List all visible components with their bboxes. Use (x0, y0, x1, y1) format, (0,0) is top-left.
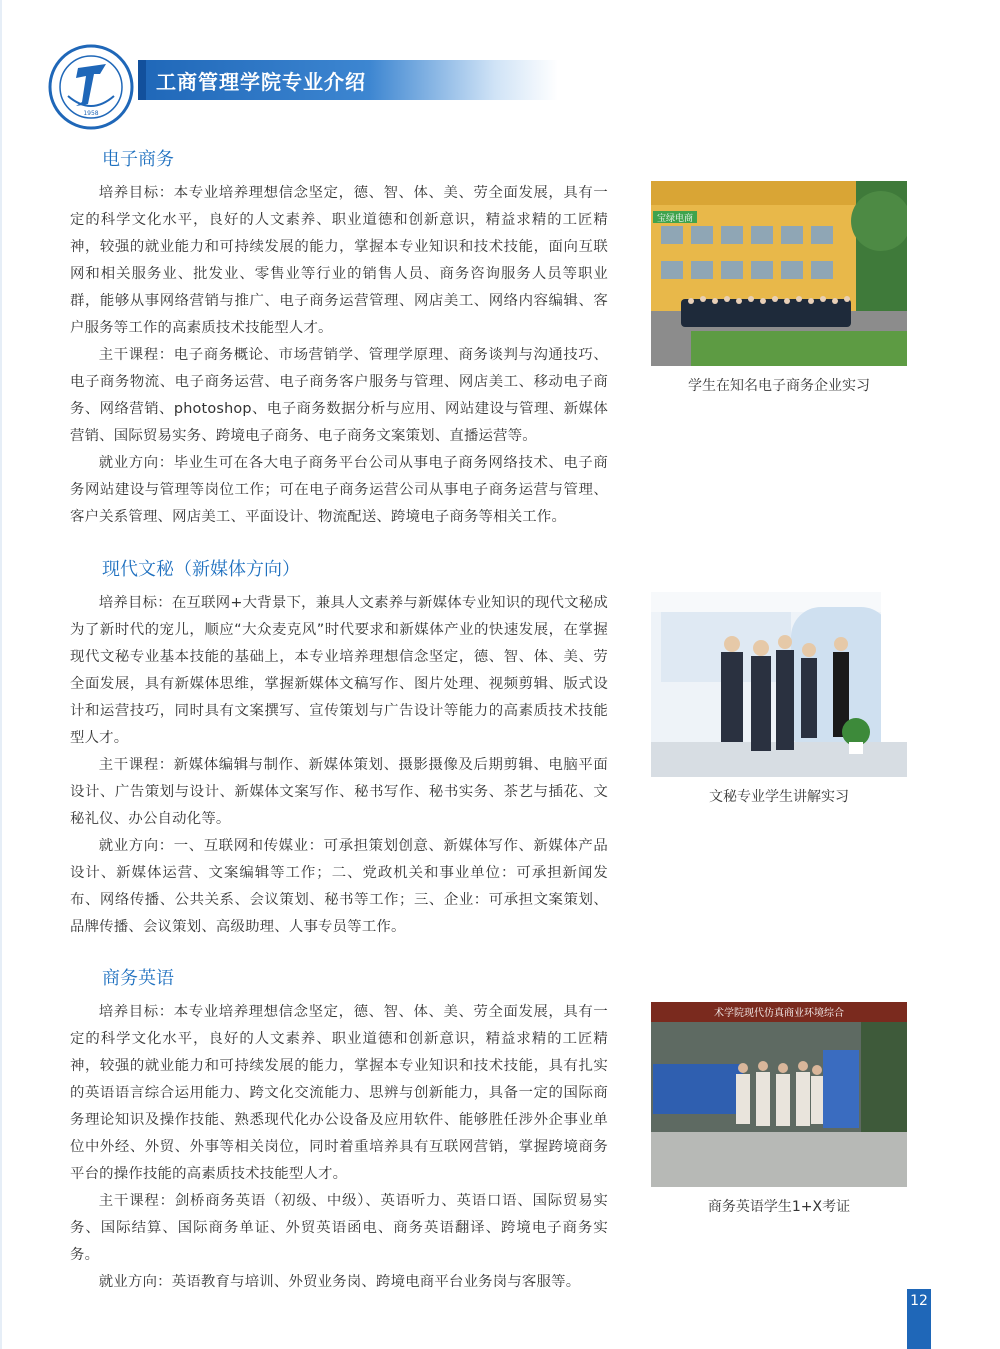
photo-english-certification (651, 1002, 907, 1187)
section-paragraph-courses: 主干课程：新媒体编辑与制作、新媒体策划、摄影摄像及后期剪辑、电脑平面设计、广告策划与设计、新媒体文案写作、秘书写作、秘书实务、茶艺与插花、文秘礼仪、办公自动化等。 (70, 757, 608, 827)
section-paragraph-goal: 培养目标：在互联网+大背景下，兼具人文素养与新媒体专业知识的现代文秘成为了新时代的宠儿，顺应“大众麦克风”时代要求和新媒体产业的快速发展，在掌握现代文秘专业基本技能的基础上，本专业培养理想信念坚定，德、智、体、美、劳全面发展，具有新媒体思维，掌握新媒体文稿写作、图片处理、视频剪辑、版式设计和运营技巧，同时具有文案撰写、宣传策划与广告设计等能力的高素质技术技能型人才。 (70, 595, 608, 746)
section-ecommerce (70, 148, 608, 531)
section-title: 现代文秘（新媒体方向） (102, 559, 300, 580)
header-title-bar (138, 60, 558, 100)
photo-ecommerce-internship (651, 181, 907, 366)
photo-secretary-presentation (651, 592, 907, 777)
page-edge-line (0, 0, 2, 1349)
photo-caption: 文秘专业学生讲解实习 (709, 789, 849, 805)
photo-caption: 商务英语学生1+X考证 (707, 1199, 851, 1215)
section-business-english (70, 967, 608, 1296)
page-number: 12 (907, 1289, 931, 1349)
photo-sign-text: 宝绿电商 (656, 214, 694, 224)
page-header (48, 44, 568, 117)
section-paragraph-courses: 主干课程：剑桥商务英语（初级、中级）、英语听力、英语口语、国际贸易实务、国际结算、国际商务单证、外贸英语函电、商务英语翻译、跨境电子商务实务。 (70, 1193, 608, 1263)
college-logo (48, 44, 134, 130)
section-paragraph-career: 就业方向：英语教育与培训、外贸业务岗、跨境电商平台业务岗与客服等。 (98, 1274, 581, 1290)
section-paragraph-goal: 培养目标：本专业培养理想信念坚定，德、智、体、美、劳全面发展，具有一定的科学文化水平，良好的人文素养、职业道德和创新意识，精益求精的工匠精神，较强的就业能力和可持续发展的能力，掌握本专业知识和技术技能，面向互联网和相关服务业、批发业、零售业等行业的销售人员、商务咨询服务人员等职业群，能够从事网络营销与推广、电子商务运营管理、网店美工、网络内容编辑、客户服务等工作的高素质技术技能型人才。 (70, 185, 608, 336)
photo-sign-text: 术学院现代仿真商业环境综合 (714, 1008, 844, 1019)
section-secretary (70, 558, 608, 941)
section-title: 电子商务 (102, 149, 174, 170)
page-title: 工商管理学院专业介绍 (156, 70, 366, 94)
section-title: 商务英语 (102, 968, 174, 989)
section-paragraph-courses: 主干课程：电子商务概论、市场营销学、管理学原理、商务谈判与沟通技巧、电子商务物流、电子商务运营、电子商务客户服务与管理、网店美工、移动电子商务、网络营销、photoshop、电子商务数据分析与应用、网站建设与管理、新媒体营销、国际贸易实务、跨境电子商务、电子商务文案策划、直播运营等。 (70, 347, 608, 444)
photo-caption: 学生在知名电子商务企业实习 (688, 378, 870, 394)
section-paragraph-career: 就业方向：毕业生可在各大电子商务平台公司从事电子商务网络技术、电子商务网站建设与管理等岗位工作；可在电子商务运营公司从事电子商务运营与管理、客户关系管理、网店美工、平面设计、物流配送、跨境电子商务等相关工作。 (70, 455, 608, 525)
section-paragraph-goal: 培养目标：本专业培养理想信念坚定，德、智、体、美、劳全面发展，具有一定的科学文化水平，良好的人文素养、职业道德和创新意识，精益求精的工匠精神，较强的就业能力和可持续发展的能力，掌握本专业知识和技术技能，具有扎实的英语语言综合运用能力、跨文化交流能力、思辨与创新能力，具备一定的国际商务理论知识及操作技能、熟悉现代化办公设备及应用软件、能够胜任涉外企事业单位中外经、外贸、外事等相关岗位，同时着重培养具有互联网营销，掌握跨境商务平台的操作技能的高素质技术技能型人才。 (70, 1004, 608, 1182)
section-paragraph-career: 就业方向：一、互联网和传媒业：可承担策划创意、新媒体写作、新媒体产品设计、新媒体运营、文案编辑等工作；二、党政机关和事业单位：可承担新闻发布、网络传播、公共关系、会议策划、秘书等工作；三、企业：可承担文案策划、品牌传播、会议策划、高级助理、人事专员等工作。 (70, 838, 608, 935)
logo-year: 1958 (83, 110, 99, 117)
